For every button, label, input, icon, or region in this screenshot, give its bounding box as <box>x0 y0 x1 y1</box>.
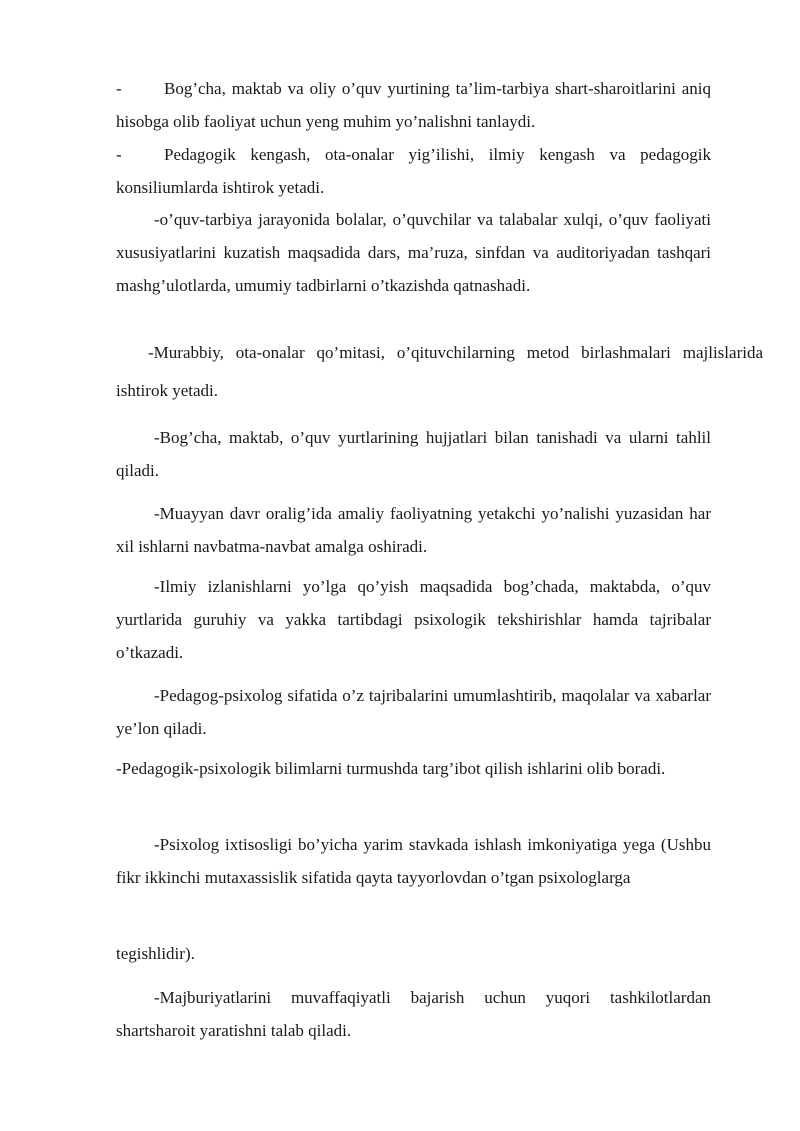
paragraph-10: -Psixolog ixtisosligi bo’yicha yarim stavkada ishlash imkoniyatiga yega (Ushbu fikr ikkinchi mutaxassislik sifatida qayta tayyorlovdan o’tgan psixologlarga <box>116 835 711 887</box>
paragraph-12: -Majburiyatlarini muvaffaqiyatli bajarish uchun yuqori tashkilotlardan shartsharoit yaratishni talab qiladi. <box>116 988 711 1040</box>
paragraph-6: -Muayyan davr oralig’ida amaliy faoliyatning yetakchi yo’nalishi yuzasidan har xil ishlarni navbatma-navbat amalga oshiradi. <box>116 504 711 556</box>
paragraph-1 <box>116 72 711 138</box>
paragraph-7: -Ilmiy izlanishlarni yo’lga qo’yish maqsadida bog’chada, maktabda, o’quv yurtlarida guruhiy va yakka tartibdagi psixologik tekshirishlar hamda tajribalar o’tkazadi. <box>116 577 711 662</box>
paragraph-text: Bog’cha, maktab va oliy o’quv yurtining ta’lim-tarbiya shart-sharoitlarini aniq hisobga olib faoliyat uchun yeng muhim yo’nalishni tanlaydi. <box>116 79 711 131</box>
paragraph-9: -Pedagogik-psixologik bilimlarni turmushda targ’ibot qilish ishlarini olib boradi. <box>116 759 666 778</box>
paragraph-11: tegishlidir). <box>116 944 195 963</box>
paragraph-text: Pedagogik kengash, ota-onalar yig’ilishi, ilmiy kengash va pedagogik konsiliumlarda ishtirok yetadi. <box>116 145 711 197</box>
paragraph-3: -o’quv-tarbiya jarayonida bolalar, o’quvchilar va talabalar xulqi, o’quv faoliyati xususiyatlarini kuzatish maqsadida dars, ma’ruza, sinfdan va auditoriyadan tashqari mashg’ulotlarda, umumiy tadbirlarni o’tkazishda qatnashadi. <box>116 210 711 295</box>
list-dash: - <box>116 79 122 98</box>
paragraph-8: -Pedagog-psixolog sifatida o’z tajribalarini umumlashtirib, maqolalar va xabarlar ye’lon qiladi. <box>116 686 711 738</box>
paragraph-2 <box>116 138 711 204</box>
paragraph-4: -Murabbiy, ota-onalar qo’mitasi, o’qituvchilarning metod birlashmalari majlislarida ishtirok yetadi. <box>116 343 763 400</box>
paragraph-5: -Bog’cha, maktab, o’quv yurtlarining hujjatlari bilan tanishadi va ularni tahlil qiladi. <box>116 428 711 480</box>
list-dash: - <box>116 145 122 164</box>
